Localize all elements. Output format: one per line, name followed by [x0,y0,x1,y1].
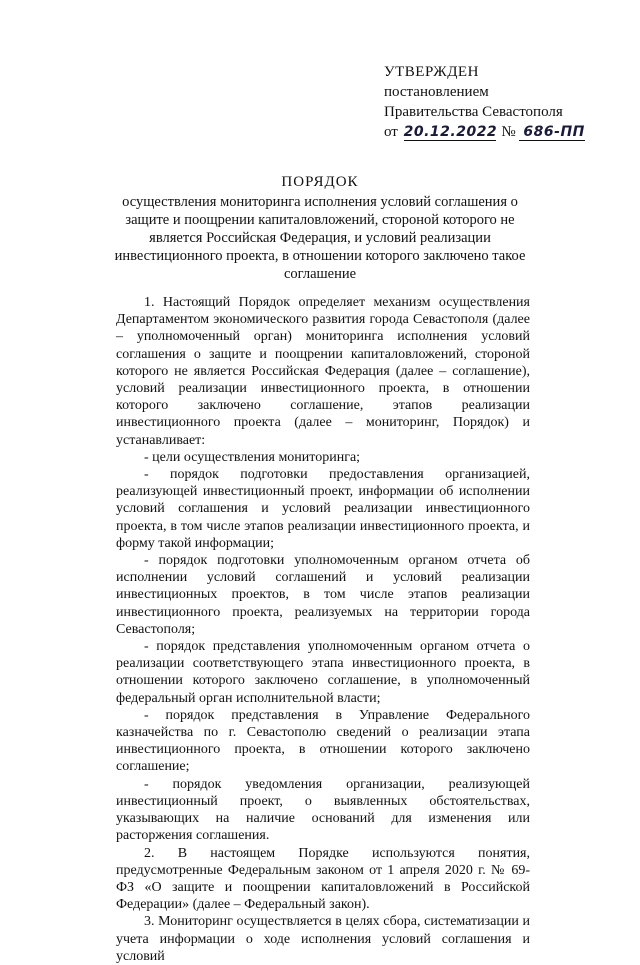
paragraph-2: 2. В настоящем Порядке используются понятия, предусмотренные Федеральным законом от 1 апреля 2020 г. № 69-ФЗ «О защите и поощрении капиталовложений в Российской Федерации» (далее – Федеральный закон). [116,845,530,913]
approval-stamp [384,62,585,142]
approval-date: 20.12.2022 [403,124,498,140]
list-item-treasury-info: - порядок представления в Управление Федерального казначейства по г. Севастополю сведений о реализации этапа инвестиционного проекта, в отношении которого заключено соглашение; [116,707,530,775]
approval-date-line [384,122,585,142]
approval-title: УТВЕРЖДЕН [384,64,479,80]
list-item-monitoring-goals: - цели осуществления мониторинга; [144,449,361,465]
list-item-info-preparation: - порядок подготовки предоставления организацией, реализующей инвестиционный проект, информации об исполнении условий соглашения и условий реализации инвестиционного проекта, в том числе этапов реализации инвестиционного проекта, и форму такой информации; [116,467,530,551]
document-body [116,294,530,965]
paragraph-1: 1. Настоящий Порядок определяет механизм осуществления Департаментом экономического развития города Севастополя (далее – уполномоченный орган) мониторинга исполнения условий соглашения о защите и поощрении капиталовложений, стороной которого не является Российская Федерация (далее – соглашение), условий реализации инвестиционного проекта, в отношении которого заключено соглашение, этапов реализации инвестиционного проекта (далее – мониторинг, Порядок) и устанавливает: [116,295,530,448]
list-item-report-submission: - порядок представления уполномоченным органом отчета о реализации соответствующего этапа инвестиционного проекта, в отношении которого заключено соглашение, в уполномоченный федеральный орган исполнительной власти; [116,639,530,706]
approval-line-1: постановлением [384,84,489,100]
list-item-report-preparation: - порядок подготовки уполномоченным органом отчета об исполнении условий соглашений и условий реализации инвестиционных проектов, в том числе этапов реализации инвестиционного проекта, реализуемых на территории города Севастополя; [116,553,530,637]
document-title: ПОРЯДОК [281,174,359,190]
approval-number-label: № [501,124,516,140]
list-item-notification: - порядок уведомления организации, реализующей инвестиционный проект, о выявленных обстоятельствах, указывающих на наличие оснований для изменения или расторжения соглашения. [116,776,530,844]
paragraph-3: 3. Мониторинг осуществляется в целях сбора, систематизации и учета информации о ходе исполнения условий соглашения и условий [116,914,530,964]
approval-from-label: от [384,124,398,140]
document-subtitle: осуществления мониторинга исполнения условий соглашения о защите и поощрении капиталовложений, стороной которого не является Российская Федерация, и условий реализации инвестиционного проекта, в отношении которого заключено такое соглашение [114,194,526,282]
approval-line-2: Правительства Севастополя [384,104,563,120]
approval-number: 686-ПП [519,125,585,141]
